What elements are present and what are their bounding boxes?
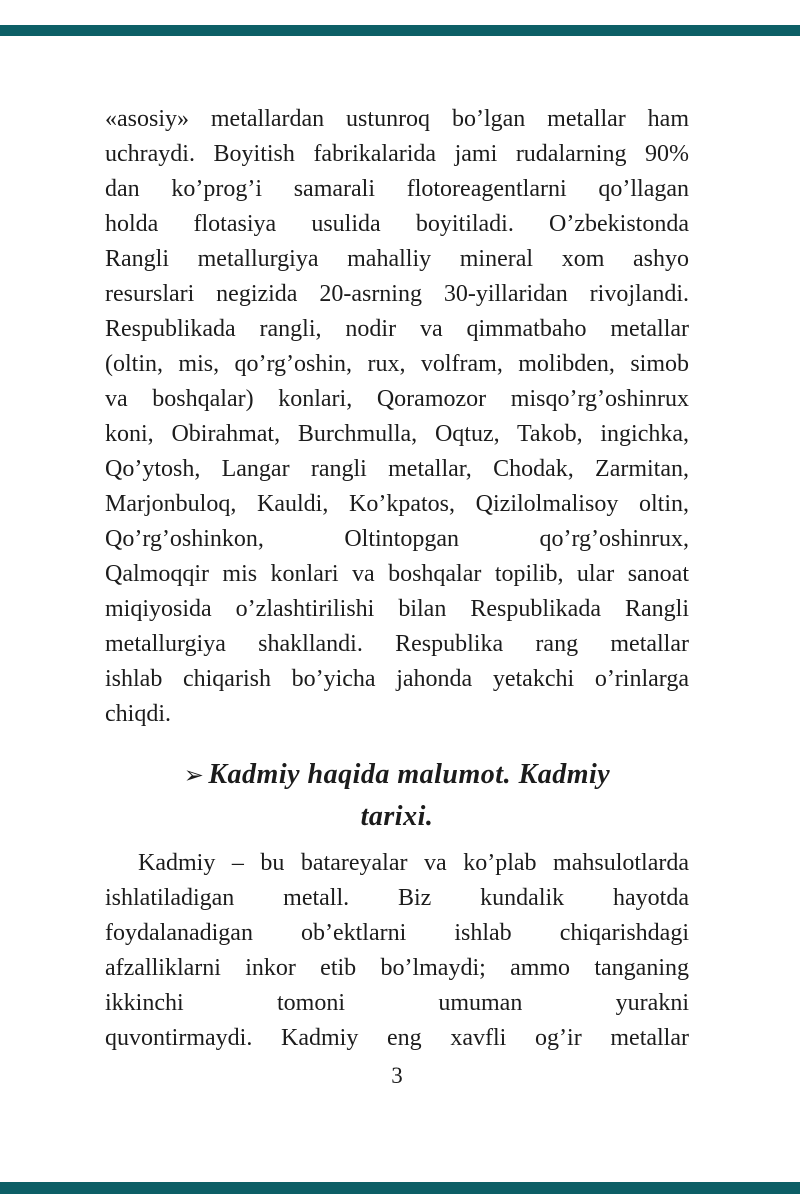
top-crop-marker-bar xyxy=(0,25,800,36)
heading-line-1 xyxy=(105,754,689,796)
page-content xyxy=(105,102,689,1090)
arrow-bullet-icon: ➢ xyxy=(183,761,205,789)
text-line: Qo’ytosh, Langar rangli metallar, Chodak, Zarmitan, xyxy=(105,456,689,482)
text-line: dan ko’prog’i samarali flotoreagentlarni qo’llagan xyxy=(105,176,689,202)
text-line: Qo’rg’oshinkon, Oltintopgan qo’rg’oshinrux, xyxy=(105,526,689,552)
text-line: ishlab chiqarish bo’yicha jahonda yetakchi o’rinlarga xyxy=(105,666,689,692)
text-line: Kadmiy – bu batareyalar va ko’plab mahsulotlarda xyxy=(138,850,689,876)
text-line: uchraydi. Boyitish fabrikalarida jami rudalarning 90% xyxy=(105,141,689,167)
text-line: Rangli metallurgiya mahalliy mineral xom ashyo xyxy=(105,246,689,272)
text-line: chiqdi. xyxy=(105,701,171,727)
text-line: va boshqalar) konlari, Qoramozor misqo’rg’oshinrux xyxy=(105,386,689,412)
text-line: Marjonbuloq, Kauldi, Ko’kpatos, Qizilolmalisoy oltin, xyxy=(105,491,689,517)
text-line: ikkinchi tomoni umuman yurakni xyxy=(105,990,689,1016)
text-line: resurslari negizida 20-asrning 30-yillaridan rivojlandi. xyxy=(105,281,689,307)
paragraph-cadmium-intro xyxy=(105,846,689,1056)
text-line: ishlatiladigan metall. Biz kundalik hayotda xyxy=(105,885,689,911)
heading-text: Kadmiy haqida malumot. Kadmiy xyxy=(208,759,611,790)
text-line: afzalliklarni inkor etib bo’lmaydi; ammo tanganing xyxy=(105,955,689,981)
text-line: «asosiy» metallardan ustunroq bo’lgan metallar ham xyxy=(105,106,689,132)
text-line: Respublikada rangli, nodir va qimmatbaho metallar xyxy=(105,316,689,342)
text-line: koni, Obirahmat, Burchmulla, Oqtuz, Takob, ingichka, xyxy=(105,421,689,447)
page-number: 3 xyxy=(391,1063,403,1088)
heading-line-2: tarixi. xyxy=(360,801,434,832)
text-line: metallurgiya shakllandi. Respublika rang metallar xyxy=(105,631,689,657)
paragraph-metallurgy xyxy=(105,102,689,732)
text-line: quvontirmaydi. Kadmiy eng xavfli og’ir metallar xyxy=(105,1025,689,1051)
text-line: miqiyosida o’zlashtirilishi bilan Respublikada Rangli xyxy=(105,596,689,622)
text-line: Qalmoqqir mis konlari va boshqalar topilib, ular sanoat xyxy=(105,561,689,587)
text-line: (oltin, mis, qo’rg’oshin, rux, volfram, molibden, simob xyxy=(105,351,689,377)
text-line: foydalanadigan ob’ektlarni ishlab chiqarishdagi xyxy=(105,920,689,946)
section-heading xyxy=(105,754,689,838)
text-line: holda flotasiya usulida boyitiladi. O’zbekistonda xyxy=(105,211,689,237)
bottom-crop-marker-bar xyxy=(0,1182,800,1194)
